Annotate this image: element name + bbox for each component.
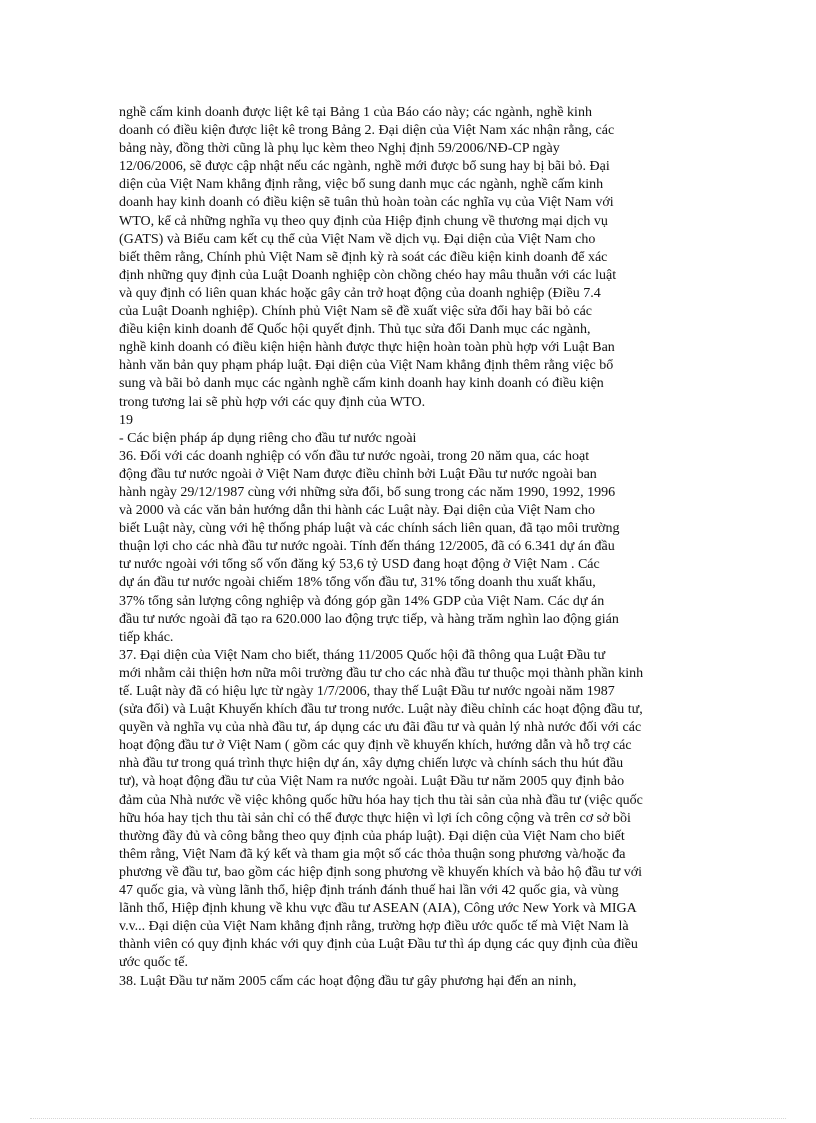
text-line: - Các biện pháp áp dụng riêng cho đầu tư nước ngoài: [119, 430, 417, 446]
text-line: ước quốc tế.: [119, 955, 189, 971]
text-line: nghề cấm kinh doanh được liệt kê tại Bảng 1 của Báo cáo này; các ngành, nghề kinh: [119, 105, 592, 120]
text-line: 36. Đối với các doanh nghiệp có vốn đầu tư nước ngoài, trong 20 năm qua, các hoạt: [119, 448, 590, 464]
text-line: nhà đầu tư trong quá trình thực hiện dự án, xây dựng chiến lược và chính sách thu hút đầu: [119, 756, 624, 772]
text-line: hoạt động đầu tư ở Việt Nam ( gồm các quy định về khuyến khích, hướng dẫn và hỗ trợ các: [119, 738, 632, 754]
text-line: tư nước ngoài với tổng số vốn đăng ký 53,6 tỷ USD đang hoạt động ở Việt Nam . Các: [119, 557, 600, 573]
text-line: 37% tổng sản lượng công nghiệp và đóng góp gần 14% GDP của Việt Nam. Các dự án: [119, 593, 605, 609]
text-line: tư), và hoạt động đầu tư của Việt Nam ra nước ngoài. Luật Đầu tư năm 2005 quy định bảo: [119, 774, 625, 790]
text-line: hữu hóa hay tịch thu tài sản chỉ có thể được thực hiện vì lợi ích công cộng và trên cơ sở bồi: [119, 810, 631, 826]
text-line: nghề kinh doanh có điều kiện hiện hành được thực hiện hoàn toàn phù hợp với Luật Ban: [119, 340, 615, 356]
text-line: phương về đầu tư, bao gồm các hiệp định song phương về khuyến khích và bảo hộ đầu tư với: [119, 864, 643, 880]
text-line: đầu tư nước ngoài đã tạo ra 620.000 lao động trực tiếp, và hàng trăm nghìn lao động gián: [119, 611, 619, 627]
text-line: thêm rằng, Việt Nam đã ký kết và tham gia một số các thỏa thuận song phương và/hoặc đa: [119, 846, 626, 862]
text-line: doanh có điều kiện được liệt kê trong Bảng 2. Đại diện của Việt Nam xác nhận rằng, các: [119, 123, 615, 139]
text-line: diện của Việt Nam khẳng định rằng, việc bổ sung danh mục các ngành, nghề cấm kinh: [119, 177, 604, 193]
text-line: biết thêm rằng, Chính phủ Việt Nam sẽ định kỳ rà soát các điều kiện kinh doanh để xác: [119, 249, 608, 265]
text-line: (GATS) và Biểu cam kết cụ thể của Việt Nam về dịch vụ. Đại diện của Việt Nam cho: [119, 231, 596, 247]
text-line: đảm của Nhà nước về việc không quốc hữu hóa hay tịch thu tài sản của nhà đầu tư (việc quốc: [119, 792, 643, 808]
text-line: tế. Luật này đã có hiệu lực từ ngày 1/7/2006, thay thế Luật Đầu tư nước ngoài năm 1987: [119, 684, 615, 699]
text-line: WTO, kể cả những nghĩa vụ theo quy định của Hiệp định chung về thương mại dịch vụ: [119, 213, 608, 229]
text-line: biết Luật này, cùng với hệ thống pháp luật và các chính sách liên quan, đã tạo môi trường: [119, 521, 620, 537]
text-line: 19: [119, 412, 133, 428]
text-line: 12/06/2006, sẽ được cập nhật nếu các ngành, nghề mới được bổ sung hay bị bãi bỏ. Đại: [119, 159, 610, 175]
text-line: hành ngày 29/12/1987 cùng với những sửa đổi, bổ sung trong các năm 1990, 1992, 1996: [119, 484, 616, 500]
text-line: 38. Luật Đầu tư năm 2005 cấm các hoạt động đầu tư gây phương hại đến an ninh,: [119, 973, 577, 989]
text-line: định những quy định của Luật Doanh nghiệp còn chồng chéo hay mâu thuẫn với các luật: [119, 267, 617, 283]
text-line: thường đầy đủ và công bằng theo quy định của pháp luật). Đại diện của Việt Nam cho biết: [119, 828, 625, 844]
text-line: 37. Đại diện của Việt Nam cho biết, tháng 11/2005 Quốc hội đã thông qua Luật Đầu tư: [119, 647, 606, 663]
text-line: của Luật Doanh nghiệp). Chính phủ Việt Nam sẽ đề xuất việc sửa đổi hay bãi bỏ các: [119, 304, 593, 320]
text-line: (sửa đổi) và Luật Khuyến khích đầu tư trong nước. Luật này điều chỉnh các hoạt động đầu tư,: [119, 702, 643, 718]
text-line: và quy định có liên quan khác hoặc gây cản trở hoạt động của doanh nghiệp (Điều 7.4: [119, 285, 601, 301]
document-page: [119, 104, 709, 991]
text-line: mới nhằm cải thiện hơn nữa môi trường đầu tư cho các nhà đầu tư thuộc mọi thành phần kinh: [119, 665, 644, 681]
text-line: động đầu tư nước ngoài ở Việt Nam được điều chỉnh bởi Luật Đầu tư nước ngoài ban: [119, 466, 597, 482]
text-line: quyền và nghĩa vụ của nhà đầu tư, áp dụng các ưu đãi đầu tư và quản lý nhà nước đối với các: [119, 720, 642, 736]
text-line: dự án đầu tư nước ngoài chiếm 18% tổng vốn đầu tư, 31% tổng doanh thu xuất khẩu,: [119, 575, 596, 591]
text-line: điều kiện kinh doanh để Quốc hội quyết định. Thủ tục sửa đổi Danh mục các ngành,: [119, 322, 591, 338]
page-bottom-rule: [30, 1118, 786, 1119]
text-line: lãnh thổ, Hiệp định khung về khu vực đầu tư ASEAN (AIA), Công ước New York và MIGA: [119, 901, 637, 917]
text-line: v.v... Đại diện của Việt Nam khẳng định rằng, trường hợp điều ước quốc tế mà Việt Nam là: [119, 919, 629, 935]
text-line: sung và bãi bỏ danh mục các ngành nghề cấm kinh doanh hay kinh doanh có điều kiện: [119, 376, 604, 392]
text-line: tiếp khác.: [119, 629, 174, 645]
text-line: trong tương lai sẽ phù hợp với các quy định của WTO.: [119, 394, 426, 410]
text-line: thuận lợi cho các nhà đầu tư nước ngoài. Tính đến tháng 12/2005, đã có 6.341 dự án đầu: [119, 539, 615, 555]
text-line: doanh hay kinh doanh có điều kiện sẽ tuân thủ hoàn toàn các nghĩa vụ của Việt Nam với: [119, 195, 614, 211]
text-line: bảng này, đồng thời cũng là phụ lục kèm theo Nghị định 59/2006/NĐ-CP ngày: [119, 141, 560, 157]
text-line: và 2000 và các văn bản hướng dẫn thi hành các Luật này. Đại diện của Việt Nam cho: [119, 503, 595, 519]
text-line: thành viên có quy định khác với quy định của Luật Đầu tư thì áp dụng các quy định của điều: [119, 937, 638, 953]
text-line: 47 quốc gia, và vùng lãnh thổ, hiệp định tránh đánh thuế hai lần với 42 quốc gia, và vùng: [119, 883, 619, 899]
text-line: hành văn bản quy phạm pháp luật. Đại diện của Việt Nam khẳng định thêm rằng việc bổ: [119, 358, 614, 374]
